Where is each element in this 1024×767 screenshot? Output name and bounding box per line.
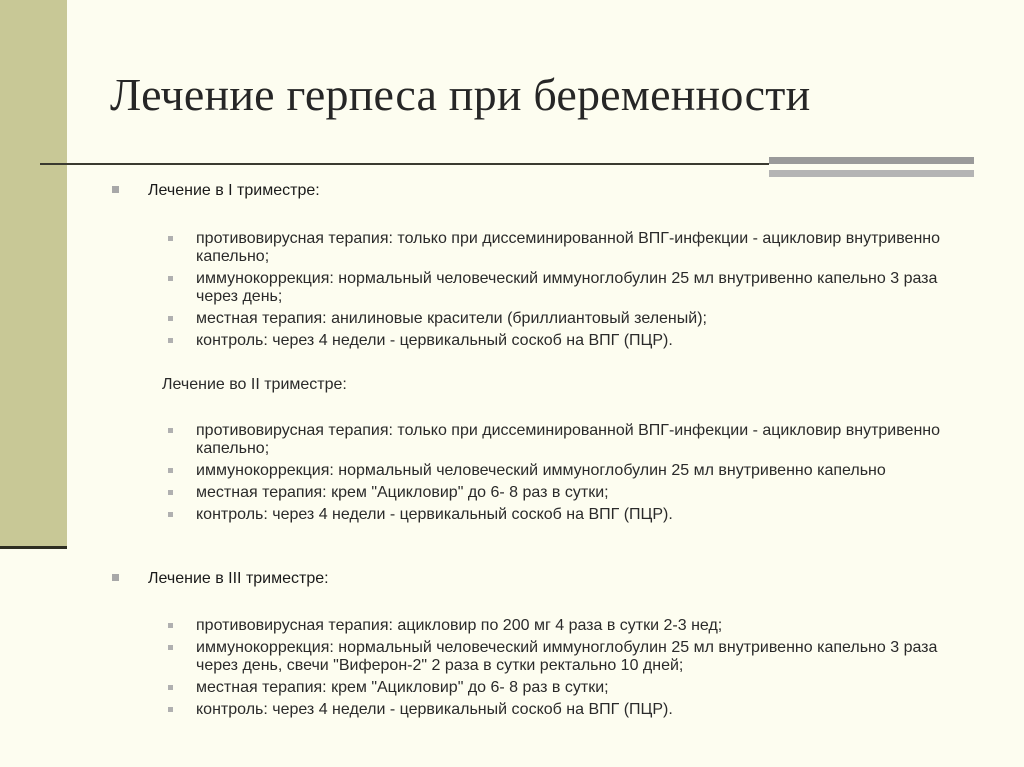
section-heading-trimester-3 [112,570,329,588]
bullet-icon [168,707,173,712]
bullet-icon [168,236,173,241]
section-heading-text: Лечение в III триместре: [148,570,329,587]
list-item: контроль: через 4 недели - цервикальный соскоб на ВПГ (ПЦР). [168,506,948,524]
section-heading-text: Лечение в I триместре: [148,182,320,199]
bullet-icon [168,316,173,321]
decorative-sidebar [0,0,67,546]
trimester-1-list [168,230,948,354]
bullet-icon [168,276,173,281]
trimester-2-list [168,422,948,528]
divider-accent-bar [769,170,974,177]
bullet-icon [168,685,173,690]
bullet-icon [168,623,173,628]
trimester-3-list [168,617,948,723]
list-item: противовирусная терапия: ацикловир по 200 мг 4 раза в сутки 2-3 нед; [168,617,948,635]
section-heading-trimester-2: Лечение во II триместре: [162,376,347,393]
square-bullet-icon [112,574,119,581]
list-item: иммунокоррекция: нормальный человеческий иммуноглобулин 25 мл внутривенно капельно 3 раза через день, свечи "Виферон-2" 2 раза в сутки ректально 10 дней; [168,639,948,675]
list-item: местная терапия: анилиновые красители (бриллиантовый зеленый); [168,310,948,328]
divider-accent-bar [769,157,974,164]
slide-title: Лечение герпеса при беременности [110,69,811,120]
list-item: контроль: через 4 недели - цервикальный соскоб на ВПГ (ПЦР). [168,701,948,719]
list-item: противовирусная терапия: только при диссеминированной ВПГ-инфекции - ацикловир внутривенно капельно; [168,422,948,458]
bullet-icon [168,490,173,495]
sidebar-underline [0,546,67,549]
list-item: местная терапия: крем "Ацикловир" до 6- 8 раз в сутки; [168,679,948,697]
list-item: противовирусная терапия: только при диссеминированной ВПГ-инфекции - ацикловир внутривенно капельно; [168,230,948,266]
bullet-icon [168,645,173,650]
list-item: иммунокоррекция: нормальный человеческий иммуноглобулин 25 мл внутривенно капельно 3 раза через день; [168,270,948,306]
square-bullet-icon [112,186,119,193]
bullet-icon [168,512,173,517]
list-item: иммунокоррекция: нормальный человеческий иммуноглобулин 25 мл внутривенно капельно [168,462,948,480]
bullet-icon [168,428,173,433]
section-heading-trimester-1 [112,182,320,200]
list-item: местная терапия: крем "Ацикловир" до 6- 8 раз в сутки; [168,484,948,502]
bullet-icon [168,338,173,343]
bullet-icon [168,468,173,473]
list-item: контроль: через 4 недели - цервикальный соскоб на ВПГ (ПЦР). [168,332,948,350]
title-divider [40,163,769,165]
